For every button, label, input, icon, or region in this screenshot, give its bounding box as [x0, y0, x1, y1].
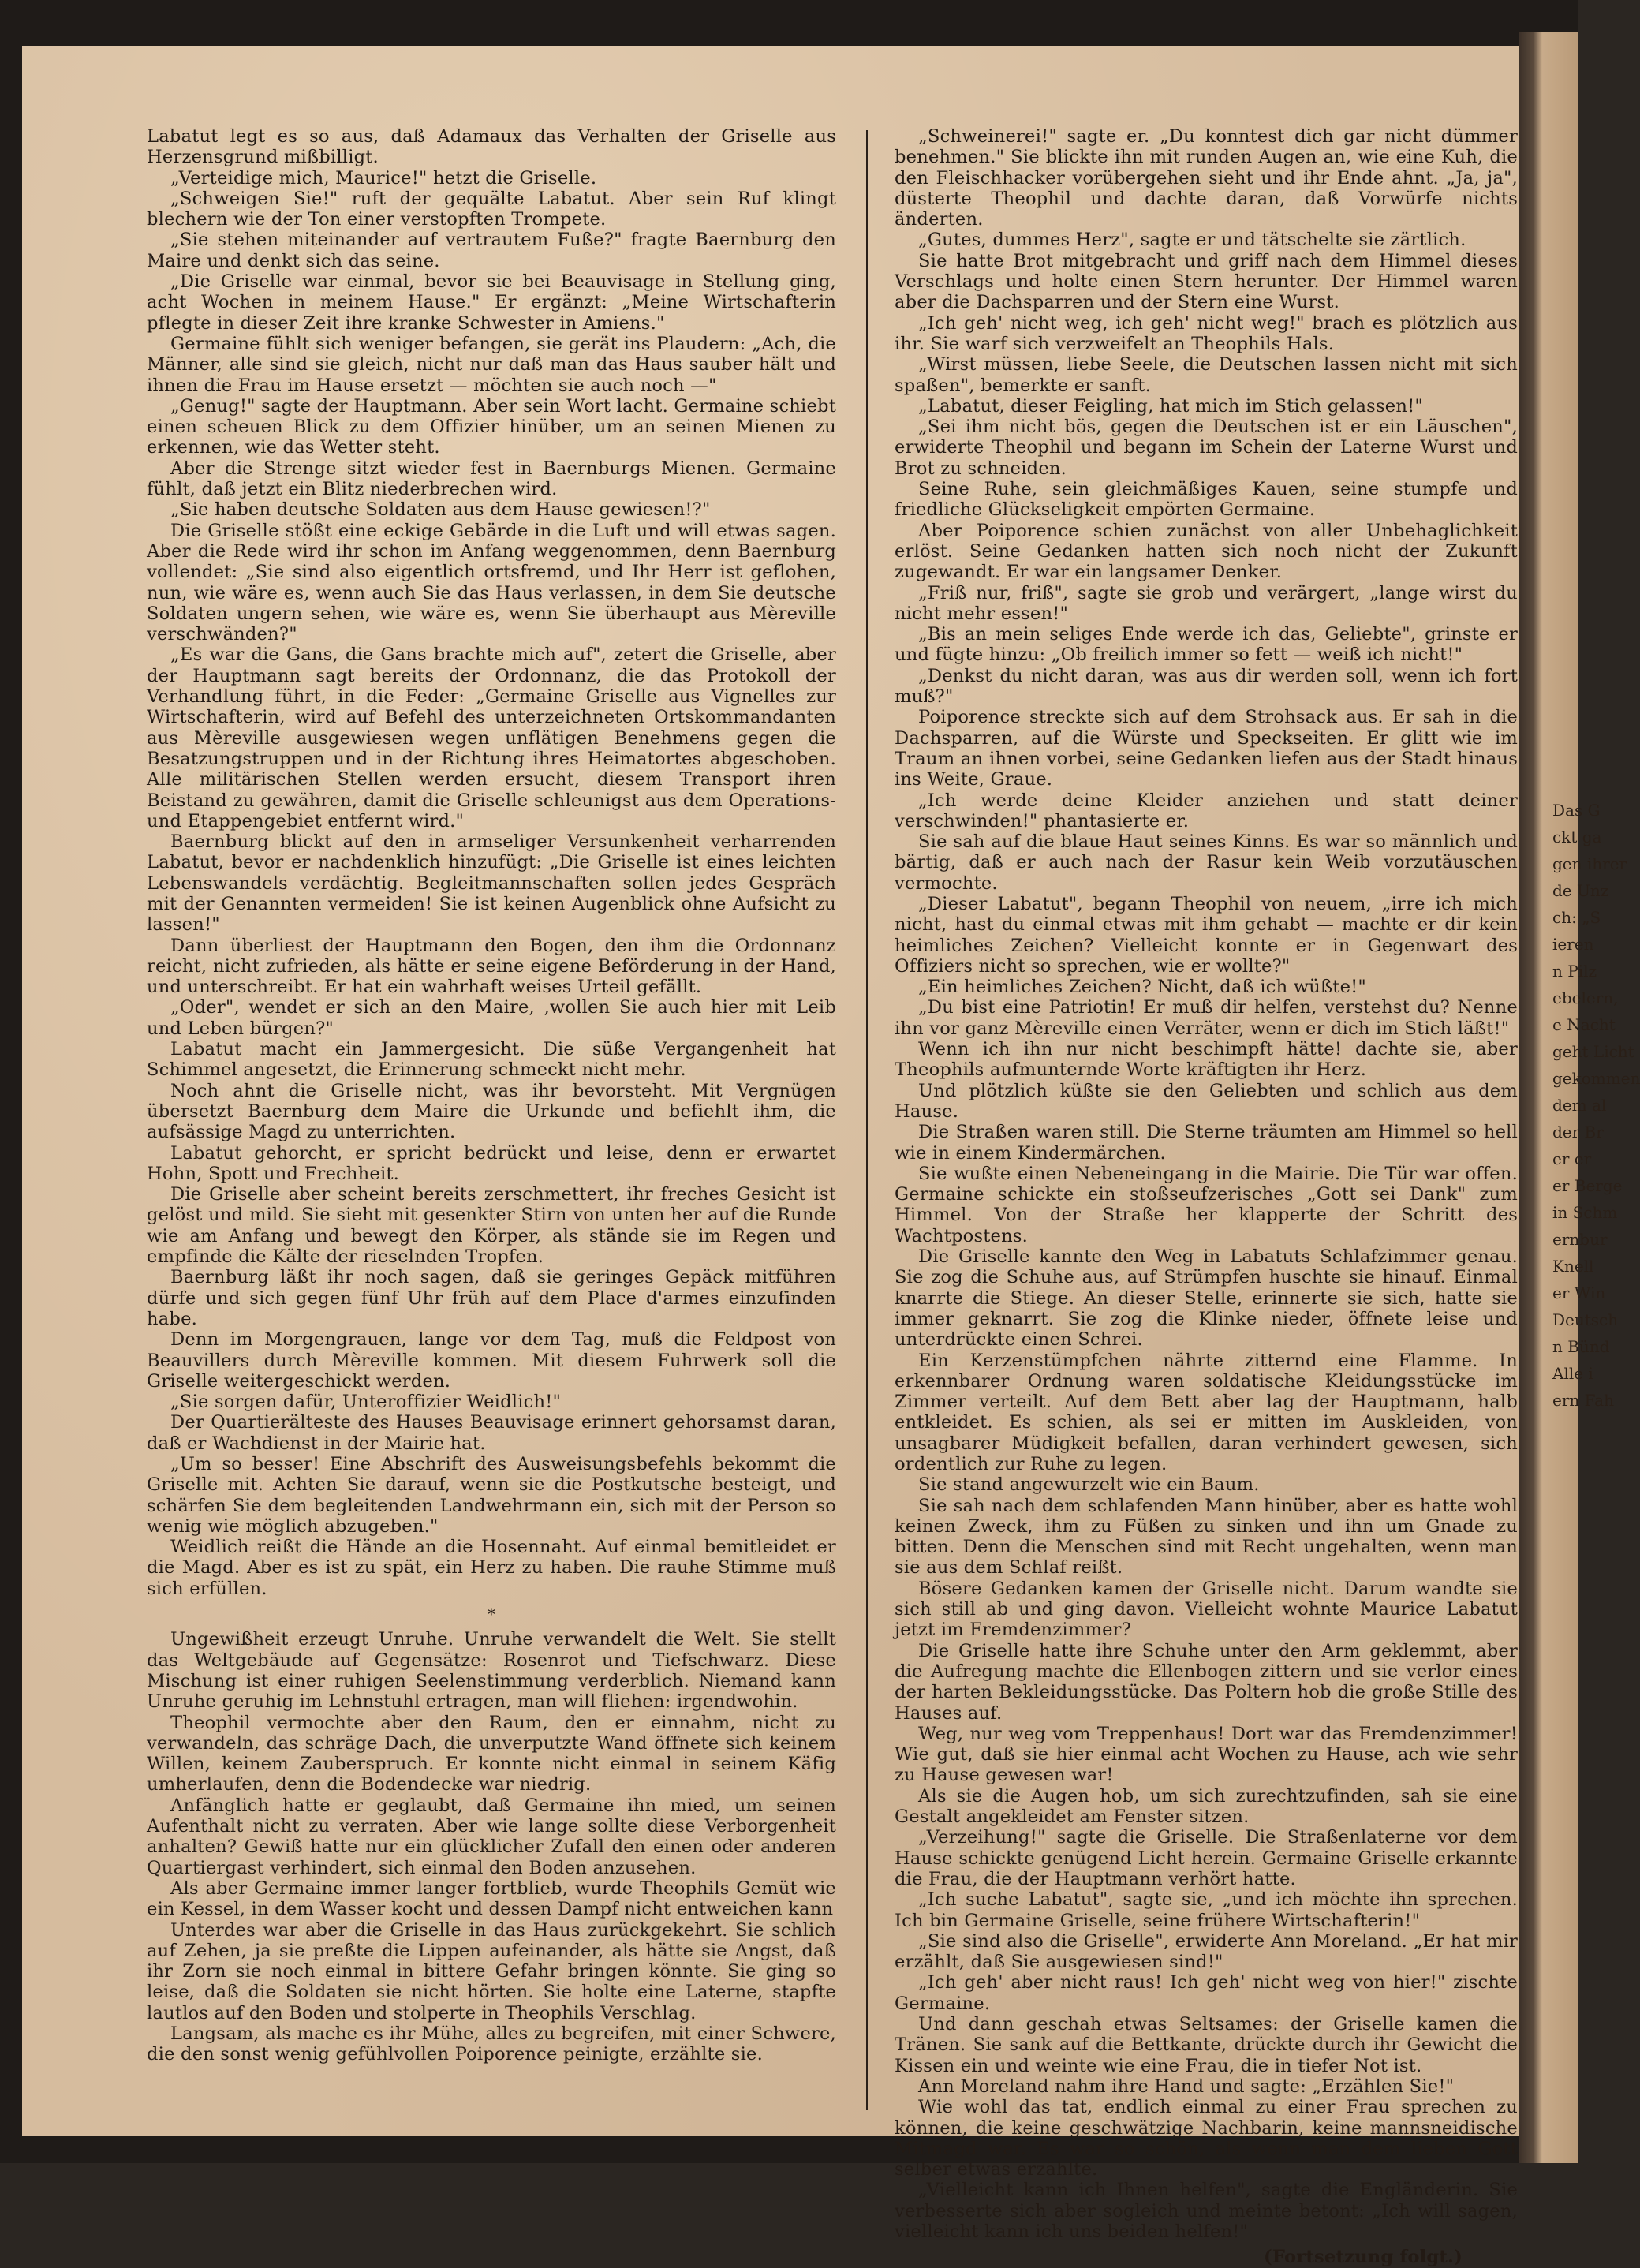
paragraph: „Friß nur, friß", sagte sie grob und verärgert, „lange wirst du nicht mehr essen!" — [895, 582, 1518, 624]
paragraph: Dann überliest der Hauptmann den Bogen, den ihm die Ordonnanz reicht, nicht zufrieden, als hätte er seine eigene Beförderung in der Hand, und unterschreibt. Er hat ein wahrhaft weises Urteil gefällt. — [147, 935, 836, 998]
paragraph: „Genug!" sagte der Hauptmann. Aber sein Wort lacht. Germaine schiebt einen scheuen Blick zu dem Offizier hinüber, um an seinen Mienen zu erkennen, wie das Wetter steht. — [147, 395, 836, 458]
paragraph: „Ich werde deine Kleider anziehen und statt deiner verschwinden!" phantasierte er. — [895, 790, 1518, 831]
paragraph: „Ich geh' aber nicht raus! Ich geh' nicht weg von hier!" zischte Germaine. — [895, 1972, 1518, 2014]
paragraph: „Verteidige mich, Maurice!" hetzt die Griselle. — [170, 167, 597, 189]
fragment-line: er Berge — [1552, 1176, 1623, 1195]
paragraph: „Es war die Gans, die Gans brachte mich auf", zetert die Griselle, aber der Hauptmann sagt bereits der Ordonnanz, die das Protokoll der Verhandlung führt, in die Feder: „Germaine Griselle aus Vignelles zur Wirtschafterin, wird auf Befehl des unterzeichneten Ortskommandanten aus Mèreville ausgewiesen wegen unflätigen Benehmens gegen die Besatzungstruppen und in der Richtung ihres Heimatortes abgeschoben. Alle militärischen Stellen werden ersucht, diesem Transport ihren Beistand zu gewähren, damit die Griselle schleunigst aus dem Operations- und Etappengebiet entfernt wird." — [147, 645, 836, 831]
paragraph: „Gutes, dummes Herz", sagte er und tätschelte sie zärtlich. — [918, 230, 1466, 251]
fragment-line: gekommen — [1552, 1069, 1640, 1088]
fragment-line: Das G — [1552, 801, 1601, 820]
paragraph: „Schweinerei!" sagte er. „Du konntest dich gar nicht dümmer benehmen." Sie blickte ihn mit runden Augen an, wie eine Kuh, die den Fleischhacker vorübergehen sieht und ihr Ende ahnt. „Ja, ja", düsterte Theophil und dachte daran, daß Vorwürfe nichts änderten. — [895, 126, 1518, 230]
paragraph: „Verzeihung!" sagte die Griselle. Die Straßenlaterne vor dem Hause schickte genügend Licht herein. Germaine Griselle erkannte die Frau, die der Hauptmann verhört hatte. — [895, 1827, 1518, 1889]
paragraph: Wenn ich ihn nur nicht beschimpft hätte! dachte sie, aber Theophils aufmunternde Worte kräftigten ihr Herz. — [895, 1039, 1518, 1081]
paragraph: Labatut macht ein Jammergesicht. Die süße Vergangenheit hat Schimmel angesetzt, die Erinnerung schmeckt nicht mehr. — [147, 1039, 836, 1081]
paragraph: Die Griselle kannte den Weg in Labatuts Schlafzimmer genau. Sie zog die Schuhe aus, auf Strümpfen huschte sie hinauf. Einmal knarrte die Stiege. An dieser Stelle, erinnerte sie sich, hatte sie immer geknarrt. Sie zog die Klinke nieder, öffnete leise und unterdrückte einen Schrei. — [895, 1246, 1518, 1351]
fragment-line: ebelern, — [1552, 988, 1619, 1007]
fragment-line: ernbur — [1552, 1230, 1608, 1249]
fragment-line: Deutsch — [1552, 1310, 1619, 1329]
paragraph: Seine Ruhe, sein gleichmäßiges Kauen, seine stumpfe und friedliche Glückseligkeit empörten Germaine. — [895, 479, 1518, 521]
fragment-line: dem al — [1552, 1096, 1607, 1115]
paragraph: Die Griselle hatte ihre Schuhe unter den Arm geklemmt, aber die Aufregung machte die Ellenbogen zittern und sie verlor eines der harten Bekleidungsstücke. Das Poltern hob die große Stille des Hauses auf. — [895, 1640, 1518, 1724]
paragraph: „Sie stehen miteinander auf vertrautem Fuße?" fragte Baernburg den Maire und denkt sich das seine. — [147, 230, 836, 271]
paragraph: „Ich suche Labatut", sagte sie, „und ich möchte ihn sprechen. Ich bin Germaine Griselle, seine frühere Wirtschafterin!" — [895, 1889, 1518, 1931]
paragraph: Als aber Germaine immer langer fortblieb, wurde Theophils Gemüt wie ein Kessel, in dem Wasser kocht und dessen Dampf nicht entweichen kann — [147, 1878, 836, 1920]
next-page-fragment — [1552, 797, 1640, 1586]
paragraph: Wie wohl das tat, endlich einmal zu einer Frau sprechen zu können, die keine geschwätzige Nachbarin, keine mannsneidische Mitmagd war. Es war so schön, als wenn man dem lieben Gott selber etwas erzählte. — [895, 2097, 1518, 2180]
fragment-line: de Unz — [1552, 881, 1609, 900]
paragraph: „Sie haben deutsche Soldaten aus dem Hause gewiesen!?" — [170, 499, 711, 521]
fragment-line: er Win — [1552, 1283, 1606, 1302]
paragraph: Noch ahnt die Griselle nicht, was ihr bevorsteht. Mit Vergnügen übersetzt Baernburg dem Maire die Urkunde und befiehlt ihm, die aufsässige Magd zu unterrichten. — [147, 1080, 836, 1143]
paragraph: „Die Griselle war einmal, bevor sie bei Beauvisage in Stellung ging, acht Wochen in meinem Hause." Er ergänzt: „Meine Wirtschafterin pflegte in dieser Zeit ihre kranke Schwester in Amiens." — [147, 271, 836, 334]
fragment-line: in Schm — [1552, 1203, 1618, 1222]
column-divider — [866, 130, 868, 2110]
section-separator: * — [487, 1605, 496, 1624]
paragraph: Theophil vermochte aber den Raum, den er einnahm, nicht zu verwandeln, das schräge Dach, die unverputzte Wand öffnete sich keinem Willen, keinem Zauberspruch. Er konnte nicht einmal in seinem Käfig umherlaufen, denn die Bodendecke war niedrig. — [147, 1712, 836, 1795]
paragraph: Sie hatte Brot mitgebracht und griff nach dem Himmel dieses Verschlags und holte einen Stern herunter. Der Himmel waren aber die Dachsparren und der Stern eine Wurst. — [895, 250, 1518, 313]
paragraph: Weg, nur weg vom Treppenhaus! Dort war das Fremdenzimmer! Wie gut, daß sie hier einmal acht Wochen zu Hause, ach wie sehr zu Hause gewesen war! — [895, 1723, 1518, 1786]
paragraph: Poiporence streckte sich auf dem Strohsack aus. Er sah in die Dachsparren, auf die Würste und Speckseiten. Er glitt wie im Traum an ihnen vorbei, seine Gedanken liefen aus der Stadt hinaus ins Weite, Graue. — [895, 707, 1518, 790]
fragment-line: ern Fah — [1552, 1391, 1614, 1410]
paragraph: Ungewißheit erzeugt Unruhe. Unruhe verwandelt die Welt. Sie stellt das Weltgebäude auf Gegensätze: Rosenrot und Tiefschwarz. Diese Mischung ist einer ruhigen Seelenstimmung verderblich. Niemand kann Unruhe geruhig im Lehnstuhl ertragen, man will fliehen: irgendwohin. — [147, 1629, 836, 1713]
paragraph: „Um so besser! Eine Abschrift des Ausweisungsbefehls bekommt die Griselle mit. Achten Sie darauf, wenn sie die Postkutsche besteigt, und schärfen Sie dem begleitenden Landwehrmann ein, sich mit der Person so wenig wie möglich abzugeben." — [147, 1454, 836, 1537]
paragraph: „Wirst müssen, liebe Seele, die Deutschen lassen nicht mit sich spaßen", bemerkte er sanft. — [895, 354, 1518, 396]
paragraph: Sie wußte einen Nebeneingang in die Mairie. Die Tür war offen. Germaine schickte ein stoßseufzerisches „Gott sei Dank" zum Himmel. Von der Straße her klapperte der Schritt des Wachtpostens. — [895, 1163, 1518, 1246]
paragraph: Labatut legt es so aus, daß Adamaux das Verhalten der Griselle aus Herzensgrund mißbilligt. — [147, 126, 836, 168]
paragraph: „Vielleicht kann ich Ihnen helfen", sagte die Engländerin. Sie verbesserte sich aber sogleich und meinte betont: „Ich will sagen, vielleicht kann ich uns beiden helfen!" — [895, 2180, 1518, 2242]
fragment-line: n Pilz — [1552, 962, 1597, 981]
paragraph: Bösere Gedanken kamen der Griselle nicht. Darum wandte sie sich still ab und ging davon. Vielleicht wohnte Maurice Labatut jetzt im Fremdenzimmer? — [895, 1578, 1518, 1641]
continuation-note: (Fortsetzung folgt.) — [1264, 2247, 1463, 2268]
paragraph: „Sie sind also die Griselle", erwiderte Ann Moreland. „Er hat mir erzählt, daß Sie ausgewiesen sind!" — [895, 1930, 1518, 1973]
paragraph: „Du bist eine Patriotin! Er muß dir helfen, verstehst du? Nenne ihn vor ganz Mèreville einen Verräter, wenn er dich im Stich läßt!" — [895, 997, 1518, 1039]
paragraph: Und plötzlich küßte sie den Geliebten und schlich aus dem Hause. — [895, 1080, 1518, 1122]
paragraph: „Labatut, dieser Feigling, hat mich im Stich gelassen!" — [918, 395, 1423, 417]
paragraph: Labatut gehorcht, er spricht bedrückt und leise, denn er erwartet Hohn, Spott und Frechheit. — [147, 1142, 836, 1184]
paragraph: Sie sah nach dem schlafenden Mann hinüber, aber es hatte wohl keinen Zweck, ihm zu Füßen zu sinken und ihn um Gnade zu bitten. Denn die Menschen sind mit Recht ungehalten, wenn man sie aus dem Schlaf reißt. — [895, 1495, 1518, 1579]
paragraph: Als sie die Augen hob, um sich zurechtzufinden, sah sie eine Gestalt angekleidet am Fenster sitzen. — [895, 1785, 1518, 1828]
fragment-line: e Nacht — [1552, 1015, 1616, 1034]
paragraph: „Sie sorgen dafür, Unteroffizier Weidlich!" — [170, 1392, 562, 1413]
fragment-line: der Br — [1552, 1123, 1604, 1141]
fragment-line: ckt ga — [1552, 828, 1602, 846]
paragraph: Und dann geschah etwas Seltsames: der Griselle kamen die Tränen. Sie sank auf die Bettkante, drückte durch ihr Gewicht die Kissen ein und weinte wie eine Frau, die in tiefer Not ist. — [895, 2014, 1518, 2076]
right-text-column — [895, 126, 1518, 2268]
fragment-line: Knell — [1552, 1257, 1594, 1276]
paragraph: „Ich geh' nicht weg, ich geh' nicht weg!" brach es plötzlich aus ihr. Sie warf sich verzweifelt an Theophils Hals. — [895, 312, 1518, 354]
paragraph: Die Griselle stößt eine eckige Gebärde in die Luft und will etwas sagen. Aber die Rede wird ihr schon im Anfang weggenommen, denn Baernburg vollendet: „Sie sind also eigentlich ortsfremd, und Ihr Herr ist geflohen, nun, wie wäre es, wenn auch Sie das Haus verlassen, in dem Sie deutsche Soldaten ungern sehen, wie wäre es, wenn Sie überhaupt aus Mèreville verschwänden?" — [147, 520, 836, 645]
paragraph: Anfänglich hatte er geglaubt, daß Germaine ihn mied, um seinen Aufenthalt nicht zu verraten. Aber wie lange sollte diese Verborgenheit anhalten? Gewiß hatte nur ein glücklicher Zufall den einen oder anderen Quartiergast verhindert, sich einmal den Boden anzusehen. — [147, 1795, 836, 1878]
fragment-line: ch: „S — [1552, 908, 1601, 927]
paragraph: Baernburg läßt ihr noch sagen, daß sie geringes Gepäck mitführen dürfe und sich gegen fünf Uhr früh auf dem Place d'armes einzufinden habe. — [147, 1267, 836, 1329]
paragraph: Die Griselle aber scheint bereits zerschmettert, ihr freches Gesicht ist gelöst und mild. Sie sieht mit gesenkter Stirn von unten her auf die Runde wie am Anfang und bewegt den Körper, als stände sie im Regen und empfinde die Kälte der rieselnden Tropfen. — [147, 1184, 836, 1268]
paragraph: Germaine fühlt sich weniger befangen, sie gerät ins Plaudern: „Ach, die Männer, alle sind sie gleich, nicht nur daß man das Haus sauber hält und ihnen die Frau im Hause ersetzt — möchten sie auch noch —" — [147, 333, 836, 396]
paragraph: Denn im Morgengrauen, lange vor dem Tag, muß die Feldpost von Beauvillers durch Mèreville kommen. Mit diesem Fuhrwerk soll die Griselle weitergeschickt werden. — [147, 1329, 836, 1392]
paragraph: Ein Kerzenstümpfchen nährte zitternd eine Flamme. In erkennbarer Ordnung waren soldatische Kleidungsstücke im Zimmer verteilt. Auf dem Bett aber lag der Hauptmann, halb entkleidet. Es schien, als sei er mitten im Auskleiden, von unsagbarer Müdigkeit befallen, daran verhindert gewesen, sich ordentlich zur Ruhe zu legen. — [895, 1350, 1518, 1474]
paragraph: Sie sah auf die blaue Haut seines Kinns. Es war so männlich und bärtig, daß er auch nach der Rasur kein Weib vorzutäuschen vermochte. — [895, 831, 1518, 894]
paragraph: Baernburg blickt auf den in armseliger Versunkenheit verharrenden Labatut, bevor er nachdenklich hinzufügt: „Die Griselle ist eines leichten Lebenswandels verdächtig. Begleitmannschaften sollen jedes Gespräch mit der Genannten vermeiden! Sie ist keinen Augenblick ohne Aufsicht zu lassen!" — [147, 831, 836, 936]
fragment-line: ieren — [1552, 935, 1594, 954]
fragment-line: Alle i — [1552, 1364, 1593, 1383]
paragraph: Weidlich reißt die Hände an die Hosennaht. Auf einmal bemitleidet er die Magd. Aber es ist zu spät, ein Herz zu haben. Die rauhe Stimme muß sich erfüllen. — [147, 1537, 836, 1599]
paragraph: Ann Moreland nahm ihre Hand und sagte: „Erzählen Sie!" — [918, 2076, 1455, 2097]
paragraph: „Sei ihm nicht bös, gegen die Deutschen ist er ein Läuschen", erwiderte Theophil und begann im Schein der Laterne Wurst und Brot zu schneiden. — [895, 417, 1518, 479]
paragraph: Die Straßen waren still. Die Sterne träumten am Himmel so hell wie in einem Kindermärchen. — [895, 1122, 1518, 1164]
fragment-line: er er — [1552, 1149, 1592, 1168]
paragraph: „Schweigen Sie!" ruft der gequälte Labatut. Aber sein Ruf klingt blechern wie der Ton einer verstopften Trompete. — [147, 188, 836, 230]
paragraph: Aber die Strenge sitzt wieder fest in Baernburgs Mienen. Germaine fühlt, daß jetzt ein Blitz niederbrechen wird. — [147, 458, 836, 500]
paragraph: Sie stand angewurzelt wie ein Baum. — [918, 1474, 1260, 1496]
paragraph: „Ein heimliches Zeichen? Nicht, daß ich wüßte!" — [918, 977, 1367, 998]
fragment-line: n Bünd — [1552, 1337, 1610, 1356]
paragraph: „Denkst du nicht daran, was aus dir werden soll, wenn ich fort muß?" — [895, 665, 1518, 708]
left-text-column — [147, 126, 836, 2065]
paragraph: Aber Poiporence schien zunächst von aller Unbehaglichkeit erlöst. Seine Gedanken hatten sich noch nicht der Zukunft zugewandt. Er war ein langsamer Denker. — [895, 520, 1518, 583]
paragraph: Unterdes war aber die Griselle in das Haus zurückgekehrt. Sie schlich auf Zehen, ja sie preßte die Lippen aufeinander, als hätte sie Angst, daß ihr Zorn sie noch einmal in bittere Gefahr bringen könnte. Sie ging so leise, daß die Soldaten sie nicht hörten. Sie holte eine Laterne, stapfte lautlos auf den Boden und stolperte in Theophils Verschlag. — [147, 1919, 836, 2023]
fragment-line: gen ihrer — [1552, 854, 1627, 873]
paragraph: Langsam, als mache es ihr Mühe, alles zu begreifen, mit einer Schwere, die den sonst wenig gefühlvollen Poiporence peinigte, erzählte sie. — [147, 2023, 836, 2065]
paragraph: „Bis an mein seliges Ende werde ich das, Geliebte", grinste er und fügte hinzu: „Ob freilich immer so fett — weiß ich nicht!" — [895, 624, 1518, 666]
paragraph: „Dieser Labatut", begann Theophil von neuem, „irre ich mich nicht, hast du einmal etwas mit ihm gehabt — machte er dir kein heimliches Zeichen? Vielleicht konnte er in Gegenwart des Offiziers nicht so sprechen, wie er wollte?" — [895, 893, 1518, 977]
fragment-line: geht Licht — [1552, 1042, 1634, 1061]
paragraph: Der Quartierälteste des Hauses Beauvisage erinnert gehorsamst daran, daß er Wachdienst in der Mairie hat. — [147, 1412, 836, 1454]
paragraph: „Oder", wendet er sich an den Maire, ‚wollen Sie auch hier mit Leib und Leben bürgen?" — [147, 997, 836, 1039]
